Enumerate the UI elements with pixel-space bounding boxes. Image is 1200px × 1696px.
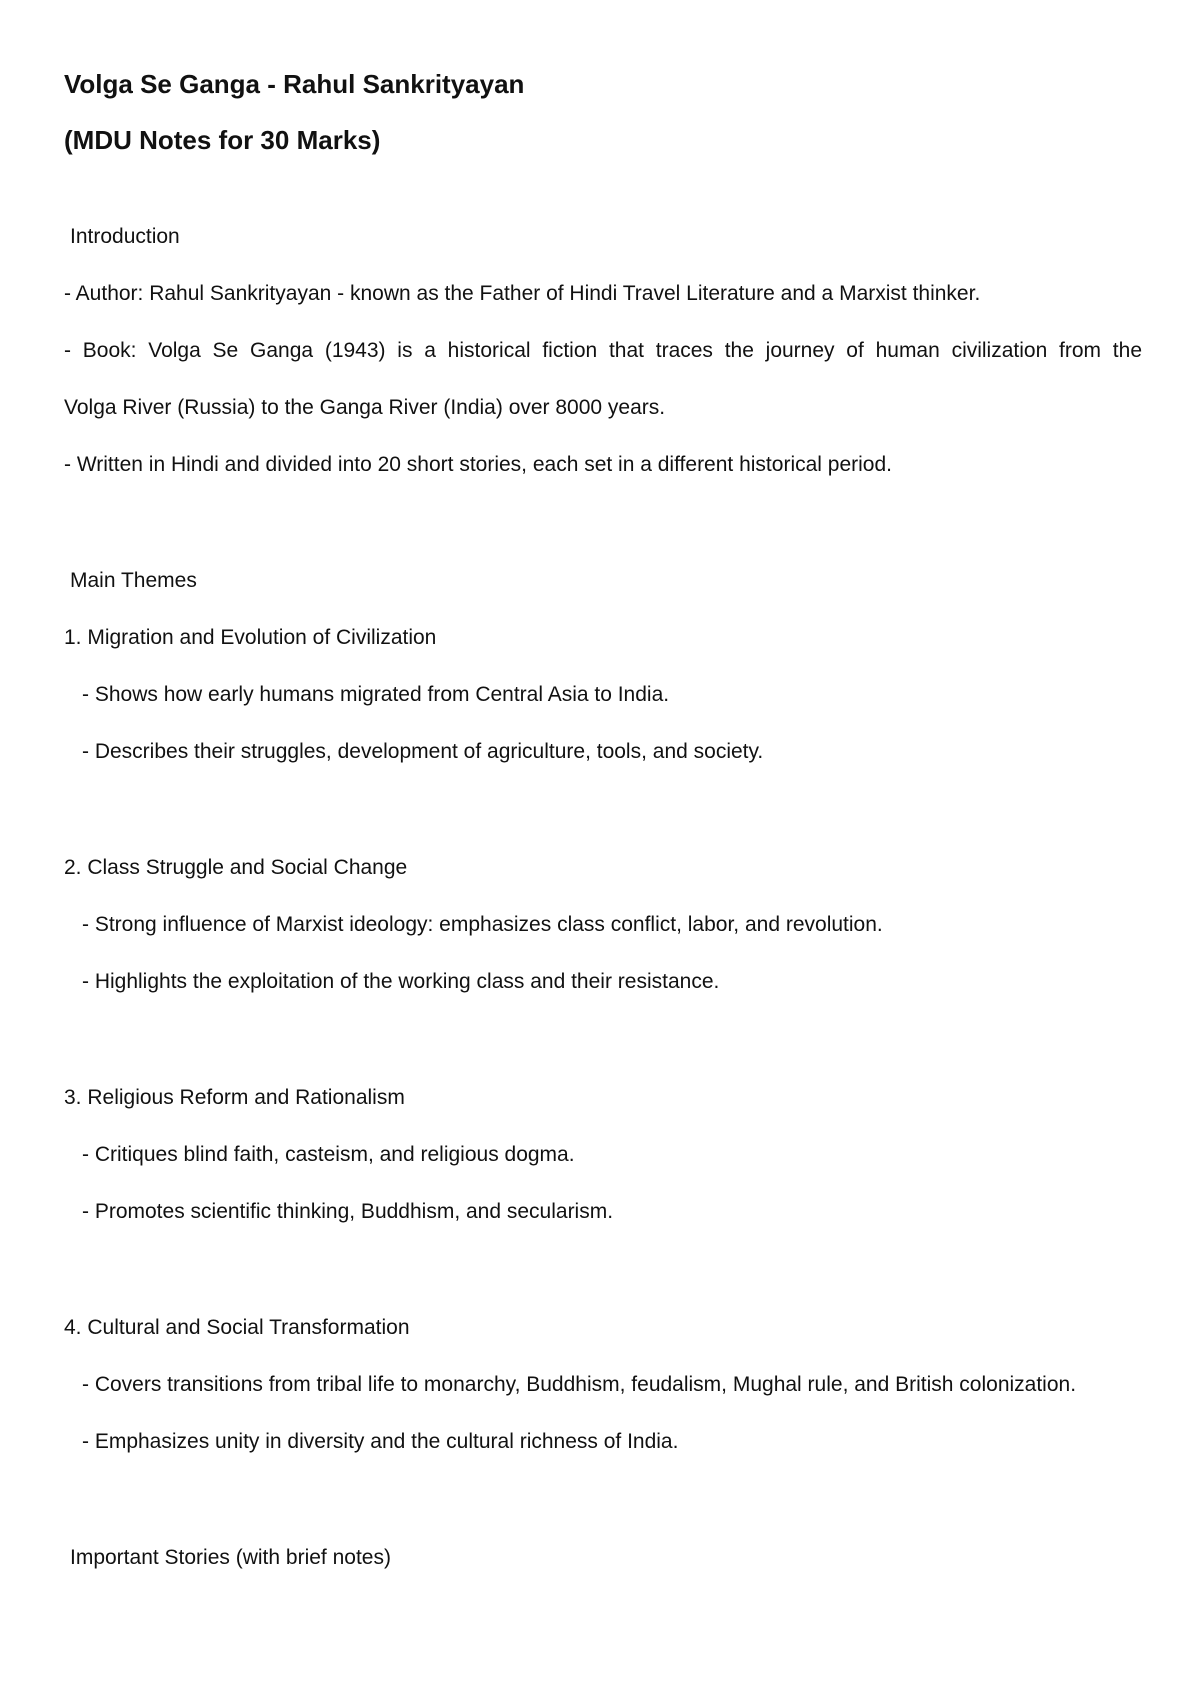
theme-3-point-2: - Promotes scientific thinking, Buddhism, and secularism. — [82, 1200, 614, 1223]
theme-4-point-1: - Covers transitions from tribal life to monarchy, Buddhism, feudalism, Mughal rule, and British colonization. — [82, 1373, 1077, 1396]
intro-author-line: - Author: Rahul Sankrityayan - known as the Father of Hindi Travel Literature and a Marxist thinker. — [64, 282, 981, 305]
theme-1-point-1: - Shows how early humans migrated from Central Asia to India. — [82, 683, 670, 706]
theme-2-point-2: - Highlights the exploitation of the working class and their resistance. — [82, 970, 720, 993]
document-title: Volga Se Ganga - Rahul Sankrityayan — [64, 69, 525, 99]
intro-written-line: - Written in Hindi and divided into 20 short stories, each set in a different historical period. — [64, 453, 892, 476]
introduction-heading: Introduction — [70, 225, 180, 248]
document-subtitle: (MDU Notes for 30 Marks) — [64, 125, 381, 155]
theme-4-title: 4. Cultural and Social Transformation — [64, 1316, 410, 1339]
theme-2-title: 2. Class Struggle and Social Change — [64, 856, 408, 879]
intro-book-line-2: Volga River (Russia) to the Ganga River (India) over 8000 years. — [64, 396, 666, 419]
main-themes-heading: Main Themes — [70, 569, 197, 592]
theme-1-point-2: - Describes their struggles, development of agriculture, tools, and society. — [82, 740, 764, 763]
theme-3-title: 3. Religious Reform and Rationalism — [64, 1086, 405, 1109]
theme-4-point-2: - Emphasizes unity in diversity and the cultural richness of India. — [82, 1430, 679, 1453]
theme-1-title: 1. Migration and Evolution of Civilization — [64, 626, 437, 649]
theme-3-point-1: - Critiques blind faith, casteism, and religious dogma. — [82, 1143, 575, 1166]
important-stories-heading: Important Stories (with brief notes) — [70, 1546, 391, 1569]
theme-2-point-1: - Strong influence of Marxist ideology: emphasizes class conflict, labor, and revolution. — [82, 913, 883, 936]
intro-book-line-1: - Book: Volga Se Ganga (1943) is a historical fiction that traces the journey of human civilization from the — [64, 339, 1142, 362]
